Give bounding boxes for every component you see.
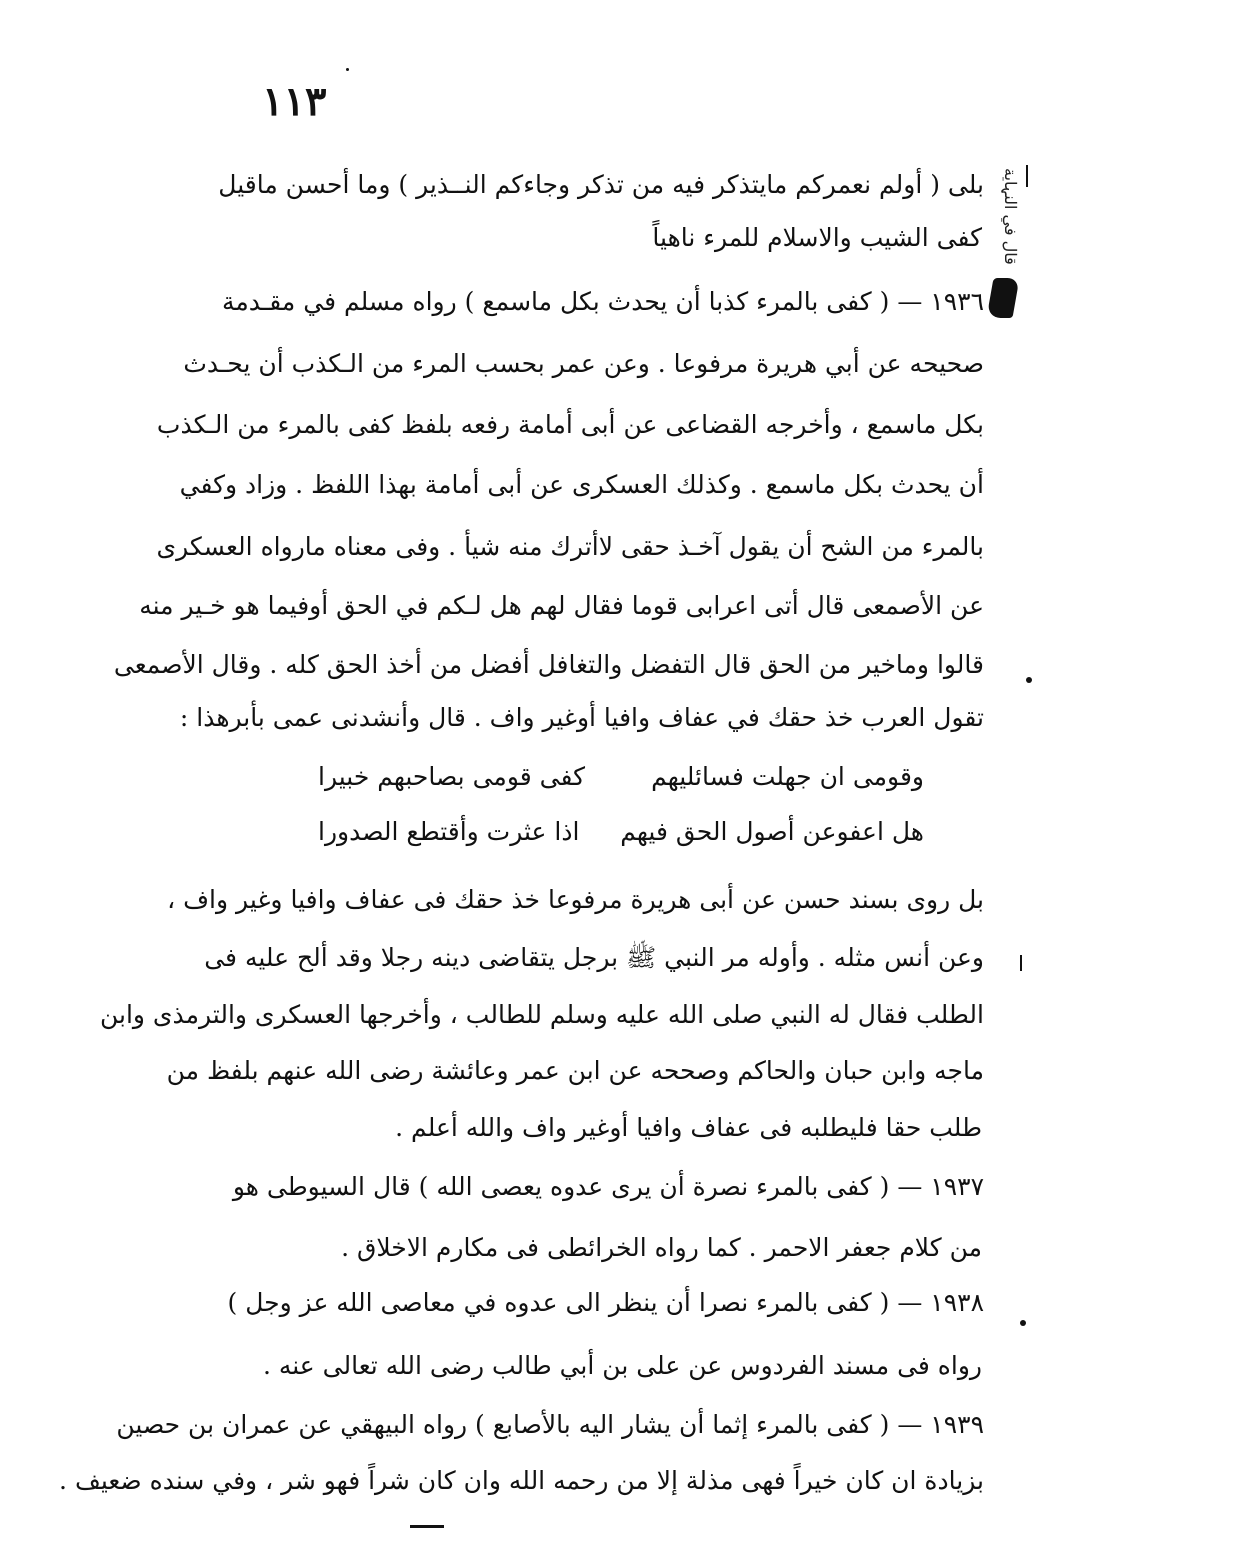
text-line: ١٩٣٦ — ( كفى بالمرء كذبا أن يحدث بكل ماسمع ) رواه مسلم في مقـدمة (222, 287, 984, 316)
ink-dot (346, 68, 349, 71)
text-line: قالوا وماخير من الحق قال التفضل والتغافل أفضل من أخذ الحق كله . وقال الأصمعى (113, 650, 984, 679)
ink-dot (1020, 1320, 1026, 1326)
text-line: تقول العرب خذ حقك في عفاف وافيا أوغير واف . قال وأنشدنى عمى بأبرهذا : (179, 703, 984, 732)
text-line: ماجه وابن حبان والحاكم وصححه عن ابن عمر وعائشة رضى الله عنهم بلفظ من (166, 1056, 984, 1085)
page-number: ١١٣ (262, 78, 327, 125)
text-line: أن يحدث بكل ماسمع . وكذلك العسكرى عن أبى أمامة بهذا اللفظ . وزاد وكفي (179, 470, 984, 499)
text-line: رواه فى مسند الفردوس عن على بن أبي طالب رضى الله تعالى عنه . (262, 1351, 982, 1380)
text-line: صحيحه عن أبي هريرة مرفوعا . وعن عمر بحسب المرء من الـكذب أن يحـدث (183, 349, 984, 378)
bottom-ink-mark (410, 1525, 444, 1528)
verse-second-hemistich: اذا عثرت وأقتطع الصدورا (318, 817, 580, 846)
verse-first-hemistich: هل اعفوعن أصول الحق فيهم (620, 817, 924, 846)
text-line: بالمرء من الشح أن يقول آخـذ حقى لاأترك منه شيأ . وفى معناه مارواه العسكرى (156, 532, 984, 561)
text-line: من كلام جعفر الاحمر . كما رواه الخرائطى فى مكارم الاخلاق . (341, 1233, 982, 1262)
verse-second-hemistich: كفى قومى بصاحبهم خبيرا (318, 762, 586, 791)
margin-ink-mark (986, 278, 1019, 318)
text-line: بلى ( أولم نعمركم مايتذكر فيه من تذكر وجاءكم النــذير ) وما أحسن ماقيل (218, 170, 984, 199)
text-line: عن الأصمعى قال أتى اعرابى قوما فقال لهم هل لـكم في الحق أوفيما هو خـير منه (139, 591, 984, 620)
margin-tick (1020, 955, 1022, 971)
text-line: طلب حقا فليطلبه فى عفاف وافيا أوغير واف والله أعلم . (395, 1113, 982, 1142)
text-line: وعن أنس مثله . وأوله مر النبي ﷺ برجل يتقاضى دينه رجلا وقد ألح عليه فى (204, 943, 984, 972)
verse-first-hemistich: وقومى ان جهلت فسائليهم (651, 762, 924, 791)
entry-1937-line: ١٩٣٧ — ( كفى بالمرء نصرة أن يرى عدوه يعصى الله ) قال السيوطى هو (232, 1172, 984, 1201)
verse-line: كفى الشيب والاسلام للمرء ناهياً (652, 223, 982, 252)
text-line: الطلب فقال له النبي صلى الله عليه وسلم للطالب ، وأخرجها العسكرى والترمذى وابن (99, 1000, 984, 1029)
margin-tick (1026, 165, 1028, 187)
text-line: بكل ماسمع ، وأخرجه القضاعى عن أبى أمامة رفعه بلفظ كفى بالمرء من الـكذب (156, 410, 984, 439)
entry-1939-line: ١٩٣٩ — ( كفى بالمرء إثما أن يشار اليه بالأصابع ) رواه البيهقي عن عمران بن حصين (116, 1410, 984, 1439)
margin-note: قال في النہاية (1001, 168, 1020, 265)
text-line: بل روى بسند حسن عن أبى هريرة مرفوعا خذ حقك فى عفاف وافيا وغير واف ، (167, 885, 984, 914)
entry-1938-line: ١٩٣٨ — ( كفى بالمرء نصرا أن ينظر الى عدوه في معاصى الله عز وجل ) (227, 1288, 984, 1317)
text-line: بزيادة ان كان خيراً فهى مذلة إلا من رحمه الله وان كان شراً فهو شر ، وفي سنده ضعيف . (59, 1466, 984, 1495)
ink-dot (1026, 677, 1032, 683)
